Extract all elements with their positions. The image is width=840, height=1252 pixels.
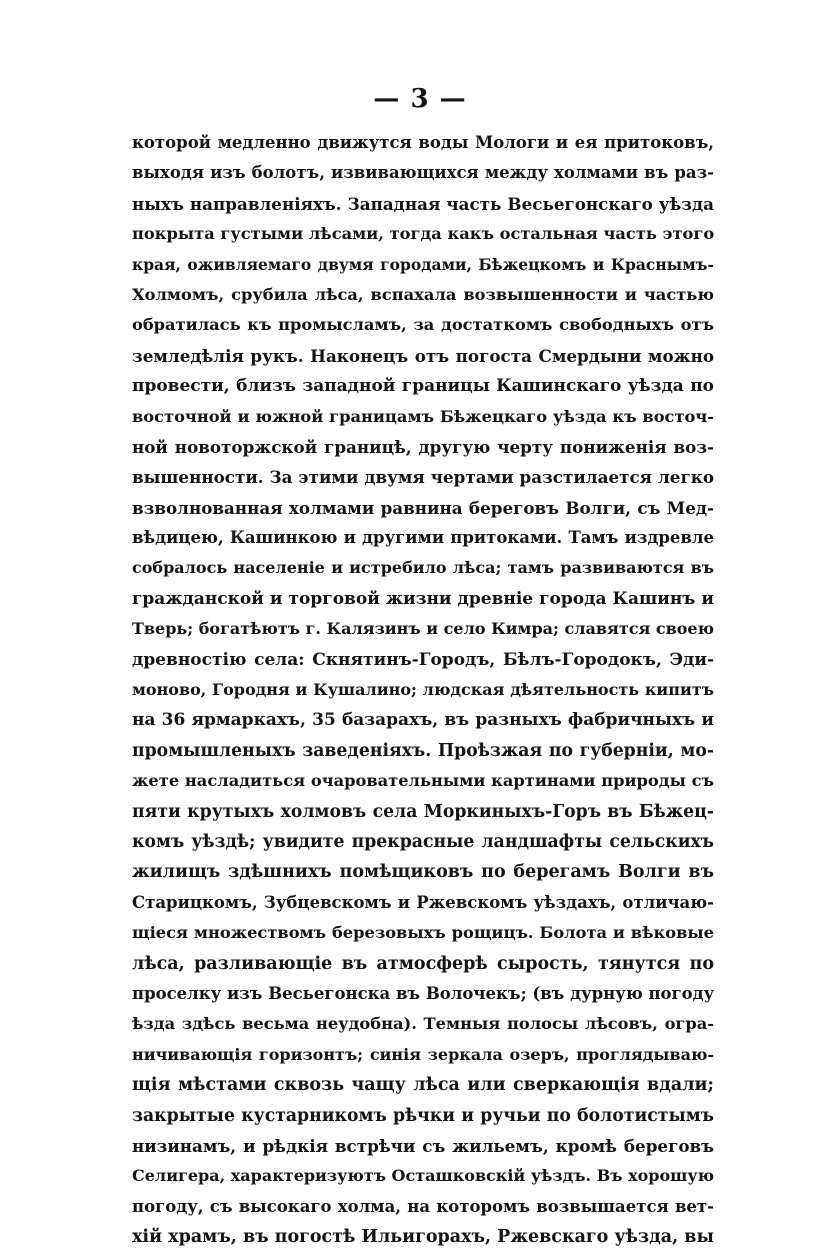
text-line-5: края, оживляемаго двумя городами, Бѣжецкомъ и Краснымъ- [132,254,714,274]
text-line-34: низинамъ, и рѣдкiя встрѣчи съ жильемъ, кромѣ береговъ [132,1135,714,1156]
text-line-17: Тверь; богатѣютъ г. Калязинъ и село Кимра; славятся своею [132,619,714,639]
text-line-8: земледѣлiя рукъ. Наконецъ отъ погоста Смердыни можно [132,345,714,366]
text-line-35: Селигера, характеризуютъ Осташковскiй уѣздъ. Въ хорошую [132,1166,714,1186]
text-line-32: щiя мѣстами сквозь чащу лѣса или сверкающiя вдали; [132,1075,714,1096]
text-line-23: пяти крутыхъ холмовъ села Моркиныхъ-Горъ въ Бѣжец- [132,801,714,822]
text-line-10: восточной и южной границамъ Бѣжецкаго уѣзда къ восточ- [132,406,714,426]
text-line-14: вѣдицею, Кашинкою и другими притоками. Тамъ издревле [132,528,714,548]
text-line-12: вышенности. За этими двумя чертами разстилается легко [132,467,714,488]
text-line-18: древностiю села: Скнятинъ-Городъ, Бѣлъ-Городокъ, Эди- [132,649,714,670]
body-text [132,128,714,1252]
text-line-24: комъ уѣздѣ; увидите прекрасные ландшафты сельскихъ [132,831,714,852]
text-line-9: провести, близъ западной границы Кашинскаго уѣзда по [132,376,714,397]
text-line-15: собралось населенiе и истребило лѣса; тамъ развиваются въ [132,558,714,578]
text-line-1: которой медленно движутся воды Мологи и ея притоковъ, [132,133,714,152]
text-line-19: моново, Городня и Кушалино; людская дѣятельность кипитъ [132,680,714,700]
text-line-13: взволнованная холмами равнина береговъ Волги, съ Мед- [132,497,714,518]
text-line-6: Холмомъ, срубила лѣса, вспахала возвышенности и частью [132,284,714,304]
text-line-25: жилищъ здѣшнихъ помѣщиковъ по берегамъ Волги въ [132,862,714,883]
text-line-11: ной новоторжской границѣ, другую черту пониженiя воз- [132,436,714,457]
text-line-21: промышленыхъ заведенiяхъ. Проѣзжая по губернiи, мо- [132,740,714,761]
text-line-30: ѣзда здѣсь весьма неудобна). Темныя полосы лѣсовъ, огра- [132,1014,714,1034]
page-number: — 3 — [373,84,467,114]
text-line-4: покрыта густыми лѣсами, тогда какъ остальная часть этого [132,224,715,244]
text-line-28: лѣса, разливающiе въ атмосферѣ сырость, тянутся по [132,953,714,974]
text-line-3: ныхъ направленiяхъ. Западная часть Весьегонскаго уѣзда [132,193,714,214]
text-line-33: закрытые кустарникомъ рѣчки и ручьи по болотистымъ [132,1105,714,1126]
text-line-31: ничивающiя горизонтъ; синiя зеркала озеръ, проглядываю- [132,1044,714,1064]
text-line-26: Старицкомъ, Зубцевскомъ и Ржевскомъ уѣздахъ, отличаю- [132,892,714,912]
text-line-29: проселку изъ Весьегонска въ Волочекъ; (въ дурную погоду [132,983,715,1003]
text-line-16: гражданской и торговой жизни древнiе города Кашинъ и [132,588,714,609]
text-line-22: жете насладиться очаровательными картинами природы съ [132,771,714,791]
text-line-20: на 36 ярмаркахъ, 35 базарахъ, въ разныхъ фабричныхъ и [132,710,714,731]
text-line-2: выходя изъ болотъ, извивающихся между холмами въ раз- [132,163,714,183]
text-line-37: хiй храмъ, въ погостѣ Ильигорахъ, Ржевскаго уѣзда, вы [132,1227,714,1248]
text-line-27: щiеся множествомъ березовыхъ рощицъ. Болота и вѣковые [132,923,714,943]
text-line-36: погоду, съ высокаго холма, на которомъ возвышается вет- [132,1196,714,1216]
text-line-7: обратилась къ промысламъ, за достаткомъ свободныхъ отъ [132,315,714,335]
